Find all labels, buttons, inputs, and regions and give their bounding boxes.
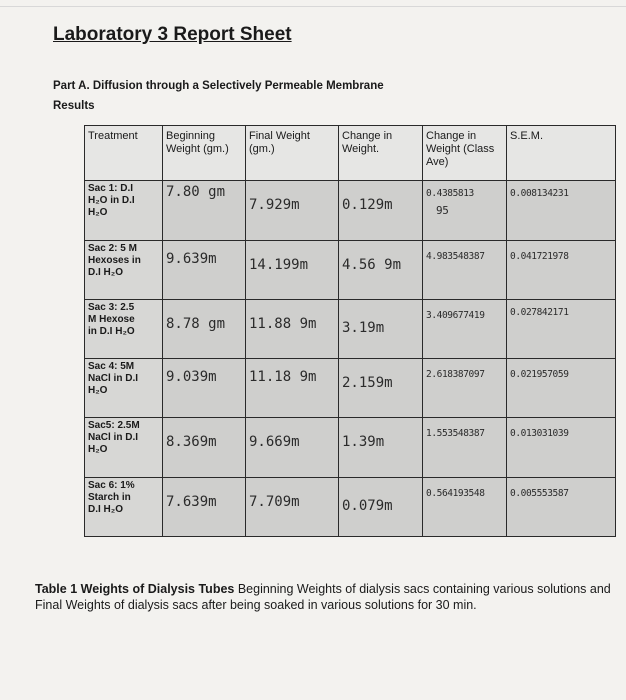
sem-value: 0.005553587 bbox=[510, 487, 569, 499]
class-average-value-continuation: 95 bbox=[436, 204, 449, 218]
table-row bbox=[85, 240, 616, 299]
header-sem: S.E.M. bbox=[507, 126, 616, 181]
header-treatment: Treatment bbox=[85, 126, 163, 181]
beginning-weight-value: 7.639m bbox=[166, 493, 217, 510]
class-average-value: 1.553548387 bbox=[426, 428, 485, 440]
table-caption bbox=[35, 581, 620, 613]
change-in-weight-value: 0.129m bbox=[342, 197, 393, 214]
results-table bbox=[84, 125, 616, 537]
header-beginning-weight: Beginning Weight (gm.) bbox=[163, 126, 246, 181]
change-in-weight-value: 4.56 9m bbox=[342, 256, 402, 273]
final-weight-value: 7.709m bbox=[249, 493, 300, 510]
treatment-cell: Sac 6: 1% Starch in D.I H₂O bbox=[85, 477, 163, 536]
final-weight-value: 14.199m bbox=[249, 256, 309, 273]
treatment-cell: Sac 3: 2.5 M Hexose in D.I H₂O bbox=[85, 299, 163, 358]
sem-value: 0.013031039 bbox=[510, 428, 569, 440]
sem-value: 0.021957059 bbox=[510, 369, 569, 381]
treatment-cell: Sac 1: D.I H₂O in D.I H₂O bbox=[85, 181, 163, 240]
header-class-average: Change in Weight (Class Ave) bbox=[423, 126, 507, 181]
treatment-cell: Sac 2: 5 M Hexoses in D.I H₂O bbox=[85, 240, 163, 299]
table-header-row bbox=[85, 126, 616, 181]
treatment-cell: Sac5: 2.5M NaCl in D.I H₂O bbox=[85, 418, 163, 477]
sem-value: 0.008134231 bbox=[510, 188, 569, 200]
class-average-value: 2.618387097 bbox=[426, 369, 485, 381]
class-average-value: 0.4385813 bbox=[426, 188, 474, 200]
beginning-weight-value: 8.369m bbox=[166, 434, 217, 451]
change-in-weight-value: 0.079m bbox=[342, 497, 393, 514]
change-in-weight-value: 2.159m bbox=[342, 375, 393, 392]
sem-value: 0.041721978 bbox=[510, 250, 569, 262]
caption-label: Table 1 Weights of Dialysis Tubes bbox=[35, 582, 235, 596]
treatment-cell: Sac 4: 5M NaCl in D.I H₂O bbox=[85, 359, 163, 418]
change-in-weight-value: 3.19m bbox=[342, 319, 385, 336]
sem-value: 0.027842171 bbox=[510, 306, 569, 318]
table-row bbox=[85, 299, 616, 358]
table-row bbox=[85, 359, 616, 418]
page-title: Laboratory 3 Report Sheet bbox=[53, 24, 292, 45]
table-row bbox=[85, 477, 616, 536]
header-change-in-weight: Change in Weight. bbox=[339, 126, 423, 181]
header-final-weight: Final Weight (gm.) bbox=[246, 126, 339, 181]
section-heading: Part A. Diffusion through a Selectively Permeable Membrane bbox=[53, 80, 384, 92]
beginning-weight-value: 9.639m bbox=[166, 250, 217, 267]
beginning-weight-value: 8.78 gm bbox=[166, 315, 226, 332]
class-average-value: 0.564193548 bbox=[426, 487, 485, 499]
change-in-weight-value: 1.39m bbox=[342, 434, 385, 451]
caption-text: Beginning Weights of dialysis sacs containing various solutions and Final Weights of dialysis sacs after being soaked in various solutions for 30 min. bbox=[35, 582, 611, 612]
beginning-weight-value: 9.039m bbox=[166, 369, 217, 386]
top-divider bbox=[0, 6, 626, 7]
table-row bbox=[85, 181, 616, 240]
final-weight-value: 7.929m bbox=[249, 197, 300, 214]
class-average-value: 4.983548387 bbox=[426, 250, 485, 262]
final-weight-value: 11.88 9m bbox=[249, 315, 317, 332]
table-row bbox=[85, 418, 616, 477]
class-average-value: 3.409677419 bbox=[426, 309, 485, 321]
results-heading: Results bbox=[53, 100, 95, 112]
final-weight-value: 9.669m bbox=[249, 434, 300, 451]
beginning-weight-value: 7.80 gm bbox=[166, 184, 226, 201]
final-weight-value: 11.18 9m bbox=[249, 369, 317, 386]
